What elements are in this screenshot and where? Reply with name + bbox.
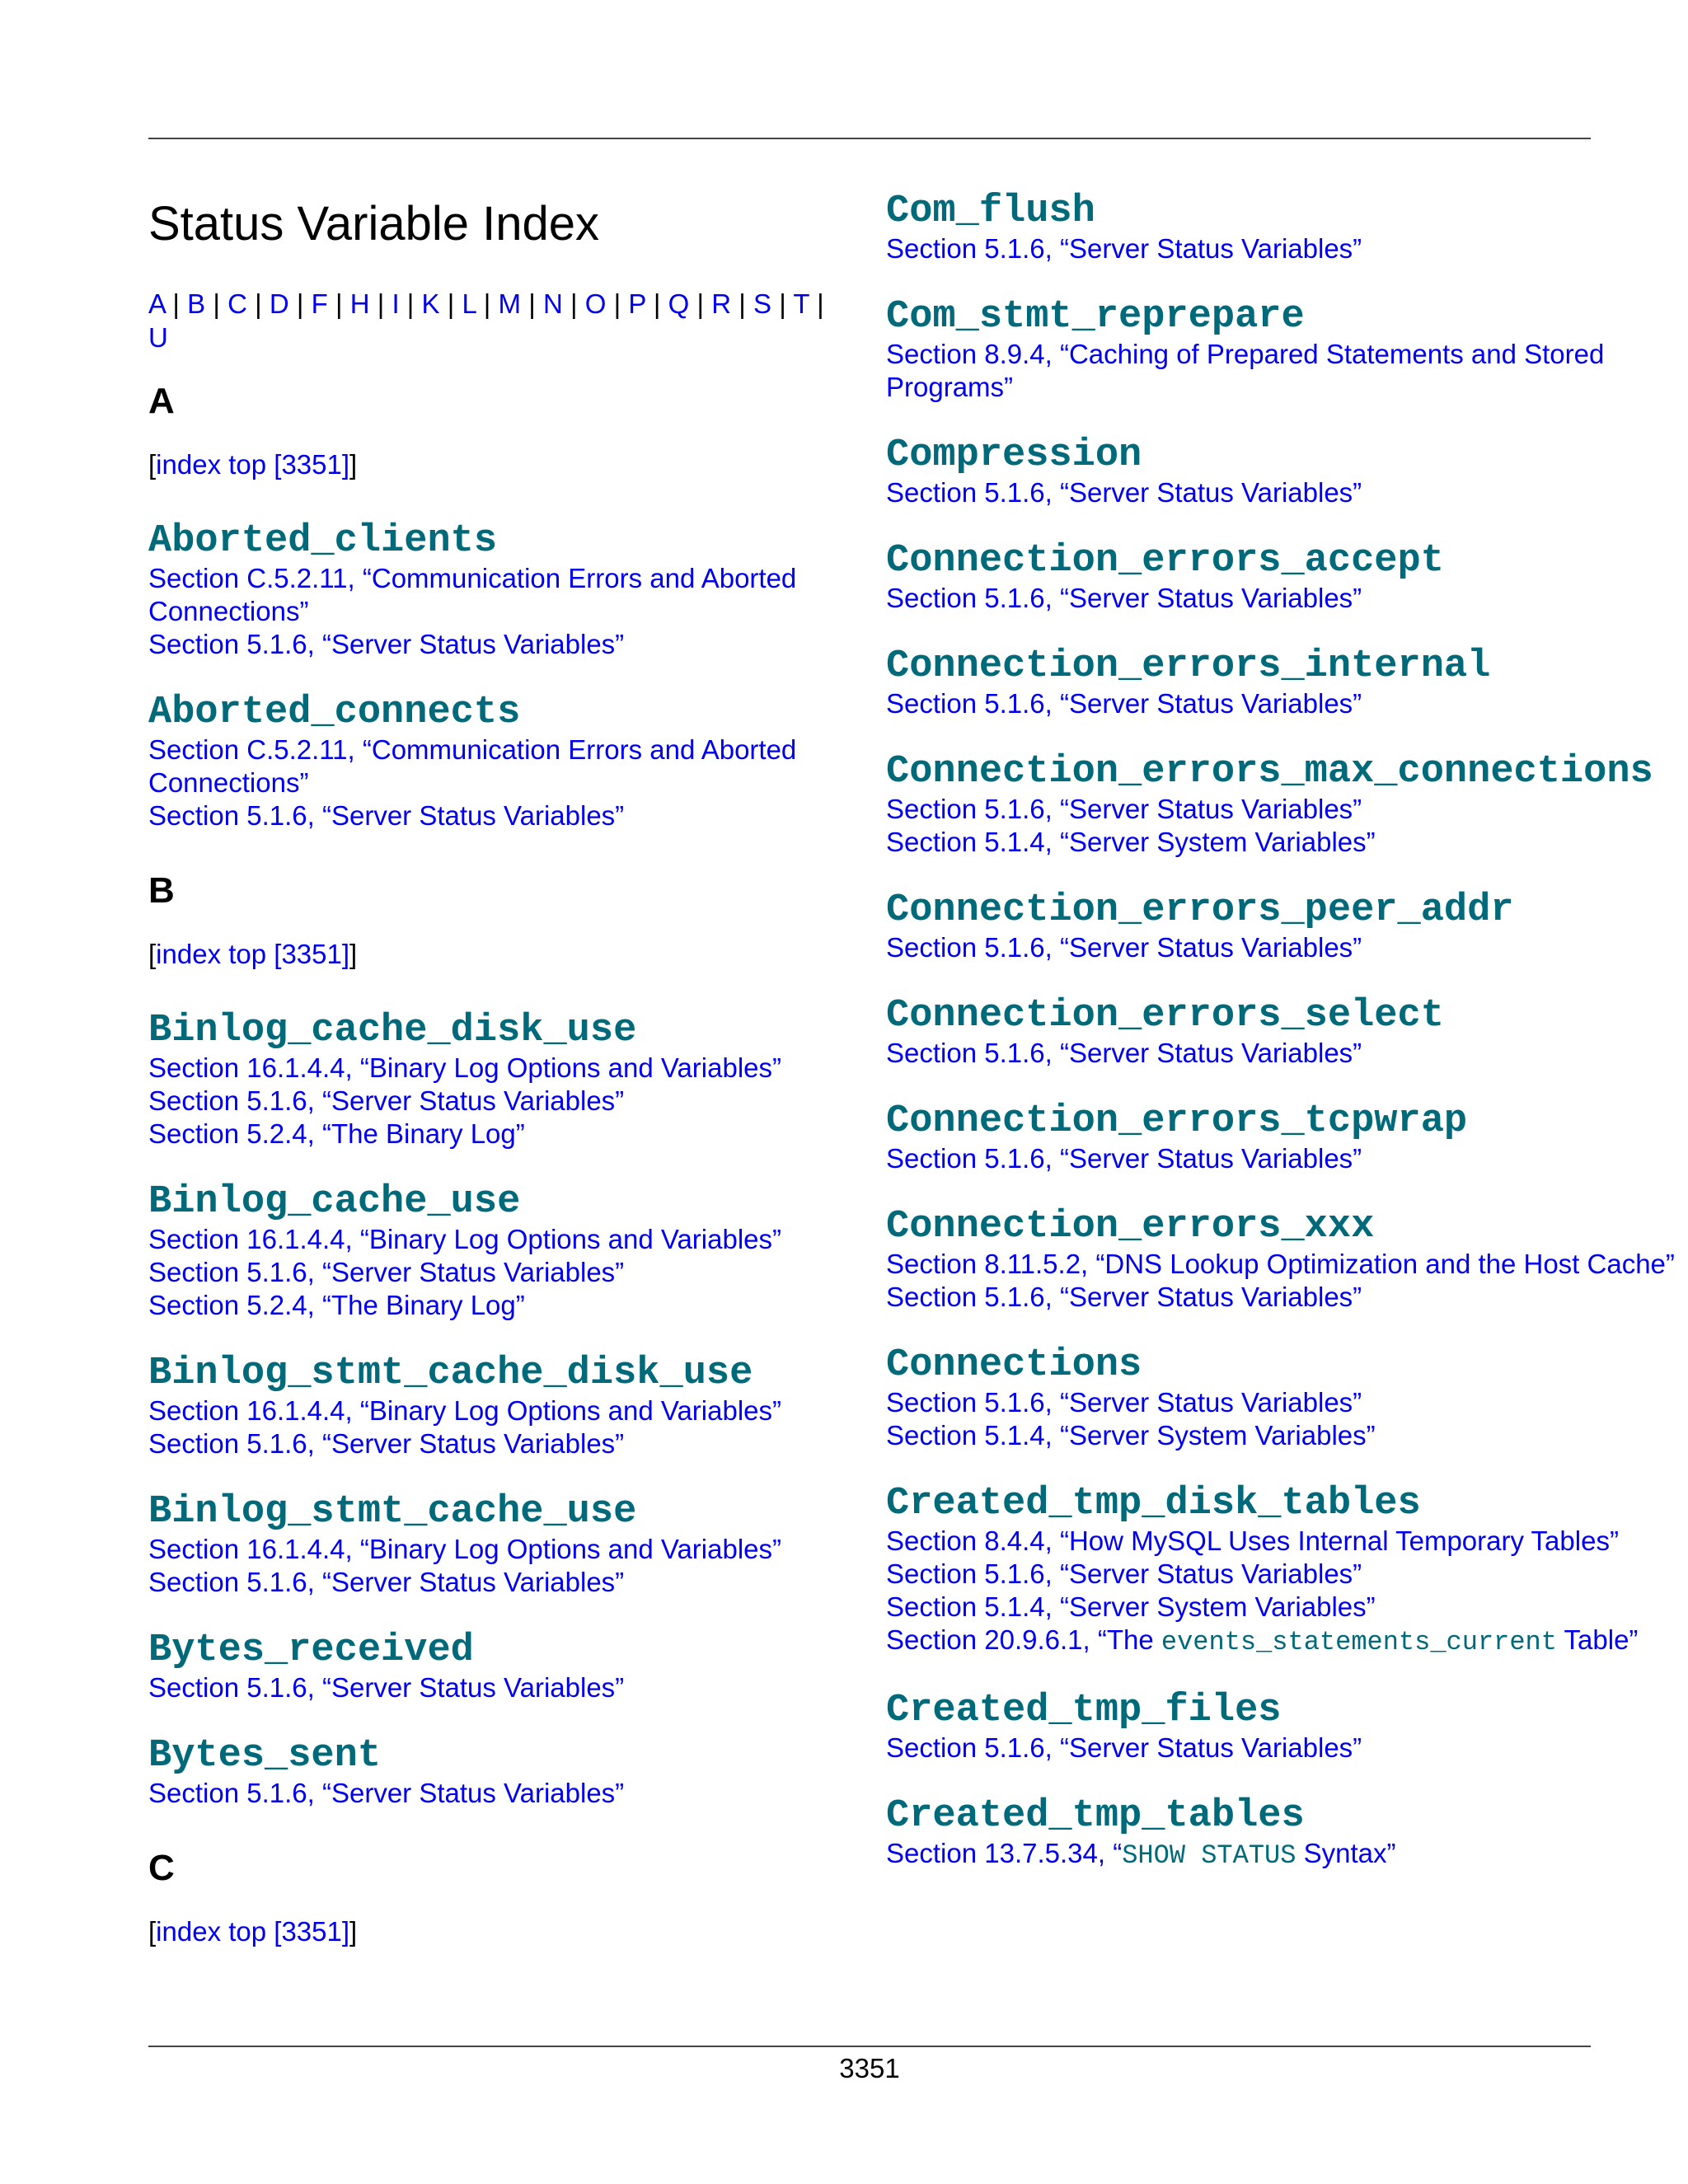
nav-letter-o[interactable]: O bbox=[584, 288, 607, 319]
index-entry bbox=[886, 890, 1677, 964]
nav-letter-u[interactable]: U bbox=[148, 322, 168, 353]
section-reference-link[interactable]: Section 8.4.4, “How MySQL Uses Internal Temporary Tables” bbox=[886, 1526, 1619, 1556]
variable-name: Connection_errors_accept bbox=[886, 539, 1444, 583]
variable-name: Binlog_cache_use bbox=[148, 1180, 521, 1224]
section-reference-link[interactable]: Section 5.1.6, “Server Status Variables” bbox=[886, 1558, 1362, 1589]
nav-letter-k[interactable]: K bbox=[421, 288, 440, 319]
index-entry bbox=[886, 752, 1677, 859]
section-reference-link[interactable] bbox=[886, 1837, 1677, 1872]
index-entry bbox=[886, 191, 1677, 265]
index-entry bbox=[886, 1345, 1677, 1452]
variable-name: Binlog_stmt_cache_use bbox=[148, 1490, 637, 1534]
variable-name: Com_flush bbox=[886, 190, 1095, 233]
variable-name: Binlog_cache_disk_use bbox=[148, 1009, 637, 1052]
index-entry bbox=[886, 1101, 1677, 1175]
section-reference-link[interactable]: Section 16.1.4.4, “Binary Log Options and Variables” bbox=[148, 1224, 782, 1254]
nav-letter-p[interactable]: P bbox=[628, 288, 646, 319]
section-reference-link[interactable]: Section 5.1.6, “Server Status Variables” bbox=[886, 1143, 1362, 1174]
bracket: ] bbox=[349, 1916, 358, 1947]
section-reference-link[interactable]: Section 5.1.6, “Server Status Variables” bbox=[886, 1038, 1362, 1068]
section-reference-link[interactable] bbox=[886, 1624, 1677, 1659]
section-letter-b: B bbox=[148, 870, 175, 911]
section-reference-link[interactable]: Section 16.1.4.4, “Binary Log Options and Variables” bbox=[148, 1534, 782, 1564]
nav-separator: | bbox=[570, 288, 578, 319]
variable-name: Connections bbox=[886, 1343, 1142, 1387]
variable-name: Bytes_sent bbox=[148, 1734, 382, 1778]
nav-separator: | bbox=[613, 288, 621, 319]
section-reference-link[interactable]: Section 5.1.6, “Server Status Variables” bbox=[148, 1672, 625, 1703]
nav-separator: | bbox=[696, 288, 705, 319]
nav-letter-s[interactable]: S bbox=[753, 288, 772, 319]
nav-letter-m[interactable]: M bbox=[498, 288, 522, 319]
nav-separator: | bbox=[255, 288, 262, 319]
index-entry bbox=[886, 1690, 1677, 1765]
nav-letter-i[interactable]: I bbox=[392, 288, 400, 319]
section-reference-link[interactable]: Section 5.1.4, “Server System Variables” bbox=[886, 1420, 1376, 1451]
section-reference-link[interactable]: Section 5.1.6, “Server Status Variables” bbox=[886, 477, 1362, 508]
index-entry bbox=[148, 1353, 857, 1460]
nav-separator: | bbox=[213, 288, 220, 319]
index-top-link-line bbox=[148, 938, 857, 971]
section-reference-link[interactable]: Section 5.2.4, “The Binary Log” bbox=[148, 1118, 525, 1149]
section-reference-link[interactable]: Section 5.1.4, “Server System Variables” bbox=[886, 1591, 1376, 1622]
index-entry bbox=[886, 435, 1677, 509]
nav-letter-h[interactable]: H bbox=[349, 288, 370, 319]
nav-separator: | bbox=[653, 288, 661, 319]
left-column bbox=[148, 191, 857, 1988]
section-reference-link[interactable]: Section 16.1.4.4, “Binary Log Options and Variables” bbox=[148, 1395, 782, 1426]
index-entry bbox=[148, 1492, 857, 1599]
section-letter-c: C bbox=[148, 1848, 175, 1888]
section-letter-a: A bbox=[148, 381, 175, 421]
index-entry bbox=[148, 1182, 857, 1322]
index-top-link-line bbox=[148, 1915, 857, 1948]
section-reference-link[interactable]: Section C.5.2.11, “Communication Errors and Aborted Connections” bbox=[148, 734, 797, 798]
nav-separator: | bbox=[296, 288, 304, 319]
page-title: Status Variable Index bbox=[148, 197, 600, 251]
section-reference-link[interactable]: Section 5.1.6, “Server Status Variables” bbox=[148, 1257, 625, 1287]
nav-separator: | bbox=[528, 288, 536, 319]
nav-separator: | bbox=[447, 288, 455, 319]
index-top-link[interactable]: index top [3351] bbox=[156, 1916, 350, 1947]
index-entry bbox=[886, 1483, 1677, 1659]
variable-name: Connection_errors_internal bbox=[886, 644, 1491, 688]
index-entry bbox=[886, 646, 1677, 720]
nav-letter-d[interactable]: D bbox=[269, 288, 289, 319]
section-reference-link[interactable]: Section 5.1.4, “Server System Variables” bbox=[886, 827, 1376, 857]
section-reference-link[interactable]: Section 5.1.6, “Server Status Variables” bbox=[886, 688, 1362, 719]
section-reference-link[interactable]: Section 5.1.6, “Server Status Variables” bbox=[886, 794, 1362, 824]
variable-name: Connection_errors_peer_addr bbox=[886, 888, 1514, 932]
index-entry bbox=[148, 1736, 857, 1810]
bracket: [ bbox=[148, 939, 157, 969]
index-entry bbox=[886, 996, 1677, 1070]
page-number: 3351 bbox=[839, 2053, 900, 2083]
nav-letter-n[interactable]: N bbox=[542, 288, 563, 319]
variable-name: Connection_errors_xxx bbox=[886, 1205, 1375, 1249]
section-reference-link[interactable]: Section 5.1.6, “Server Status Variables” bbox=[886, 1282, 1362, 1312]
index-top-link[interactable]: index top [3351] bbox=[156, 939, 350, 969]
section-reference-link[interactable]: Section 5.1.6, “Server Status Variables” bbox=[148, 1428, 625, 1459]
nav-letter-f[interactable]: F bbox=[311, 288, 328, 319]
nav-letter-b[interactable]: B bbox=[187, 288, 206, 319]
bracket: [ bbox=[148, 449, 157, 480]
bracket: [ bbox=[148, 1916, 157, 1947]
index-top-link[interactable]: index top [3351] bbox=[156, 449, 350, 480]
variable-name: Com_stmt_reprepare bbox=[886, 295, 1305, 339]
variable-name: Created_tmp_tables bbox=[886, 1794, 1305, 1838]
nav-separator: | bbox=[738, 288, 746, 319]
variable-name: Bytes_received bbox=[148, 1629, 474, 1672]
variable-name: Connection_errors_select bbox=[886, 994, 1444, 1038]
section-reference-link[interactable]: Section 5.1.6, “Server Status Variables” bbox=[886, 1387, 1362, 1418]
section-reference-link[interactable]: Section 8.9.4, “Caching of Prepared Statements and Stored Programs” bbox=[886, 339, 1605, 402]
index-sections bbox=[148, 379, 857, 1948]
section-reference-link[interactable]: Section 5.1.6, “Server Status Variables” bbox=[148, 1085, 625, 1116]
reference-text: Syntax” bbox=[1296, 1838, 1396, 1868]
variable-name: Binlog_stmt_cache_disk_use bbox=[148, 1352, 753, 1395]
variable-name: Connection_errors_max_connections bbox=[886, 750, 1653, 794]
nav-separator: | bbox=[779, 288, 786, 319]
index-entry bbox=[148, 521, 857, 661]
variable-name: Created_tmp_files bbox=[886, 1689, 1282, 1732]
section-reference-link[interactable]: Section 5.1.6, “Server Status Variables” bbox=[148, 800, 625, 831]
nav-letter-t[interactable]: T bbox=[793, 288, 809, 319]
section-reference-link[interactable]: Section 16.1.4.4, “Binary Log Options and Variables” bbox=[148, 1052, 782, 1083]
section-reference-link[interactable]: Section 8.11.5.2, “DNS Lookup Optimization and the Host Cache” bbox=[886, 1249, 1675, 1279]
reference-text: Section 20.9.6.1, “The bbox=[886, 1624, 1161, 1655]
index-entry bbox=[148, 1010, 857, 1151]
section-reference-link[interactable]: Section 5.1.6, “Server Status Variables” bbox=[886, 932, 1362, 963]
section-reference-link[interactable]: Section 5.1.6, “Server Status Variables” bbox=[886, 1732, 1362, 1763]
section-reference-link[interactable]: Section 5.1.6, “Server Status Variables” bbox=[148, 1778, 625, 1808]
index-entry bbox=[886, 1796, 1677, 1872]
section-reference-link[interactable]: Section 5.1.6, “Server Status Variables” bbox=[886, 233, 1362, 264]
bracket: ] bbox=[349, 449, 358, 480]
nav-letter-q[interactable]: Q bbox=[668, 288, 690, 319]
nav-letter-c[interactable]: C bbox=[227, 288, 247, 319]
variable-name: Aborted_connects bbox=[148, 691, 521, 734]
nav-letter-l[interactable]: L bbox=[462, 288, 476, 319]
section-reference-link[interactable]: Section 5.1.6, “Server Status Variables” bbox=[148, 1567, 625, 1597]
variable-name: Compression bbox=[886, 434, 1142, 477]
reference-code: SHOW STATUS bbox=[1122, 1840, 1296, 1871]
right-column bbox=[886, 191, 1677, 1904]
nav-separator: | bbox=[817, 288, 824, 319]
index-entry bbox=[886, 297, 1677, 404]
reference-text: Table” bbox=[1556, 1624, 1639, 1655]
variable-name: Connection_errors_tcpwrap bbox=[886, 1099, 1468, 1143]
nav-separator: | bbox=[172, 288, 180, 319]
nav-separator: | bbox=[483, 288, 491, 319]
footer-rule bbox=[148, 2046, 1591, 2047]
variable-name: Aborted_clients bbox=[148, 519, 498, 563]
header-rule bbox=[148, 138, 1591, 139]
section-reference-link[interactable]: Section C.5.2.11, “Communication Errors and Aborted Connections” bbox=[148, 563, 797, 626]
nav-separator: | bbox=[377, 288, 385, 319]
section-reference-link[interactable]: Section 5.1.6, “Server Status Variables” bbox=[148, 629, 625, 659]
section-reference-link[interactable]: Section 5.1.6, “Server Status Variables” bbox=[886, 583, 1362, 613]
reference-code: events_statements_current bbox=[1160, 1627, 1557, 1657]
index-entry bbox=[148, 692, 857, 832]
nav-separator: | bbox=[406, 288, 415, 319]
variable-name: Created_tmp_disk_tables bbox=[886, 1482, 1421, 1526]
index-entry bbox=[148, 1630, 857, 1704]
nav-letter-r[interactable]: R bbox=[711, 288, 732, 319]
index-top-link-line bbox=[148, 448, 857, 481]
section-reference-link[interactable]: Section 5.2.4, “The Binary Log” bbox=[148, 1290, 525, 1320]
nav-letter-a[interactable]: A bbox=[148, 288, 166, 319]
reference-text: Section 13.7.5.34, “ bbox=[886, 1838, 1123, 1868]
bracket: ] bbox=[349, 939, 358, 969]
nav-separator: | bbox=[335, 288, 343, 319]
index-entry bbox=[886, 541, 1677, 615]
index-entry bbox=[886, 1207, 1677, 1314]
alphabet-navigation bbox=[148, 287, 832, 354]
